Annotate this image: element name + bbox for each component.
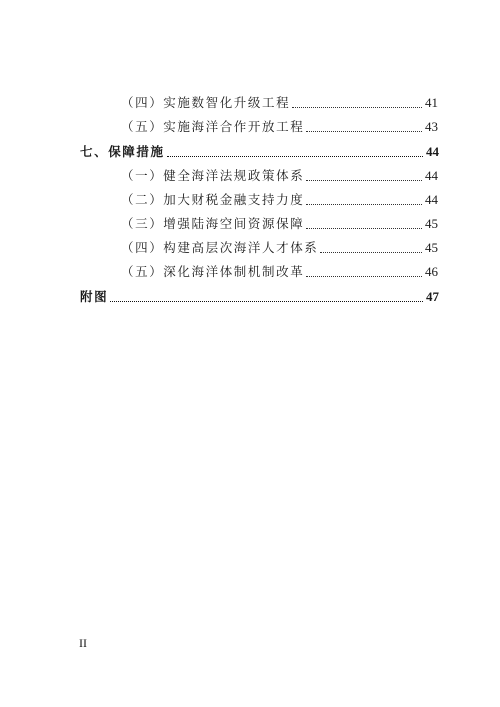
dot-leader [306, 275, 422, 277]
dot-leader [167, 155, 423, 157]
toc-entry-page: 44 [425, 192, 438, 207]
toc-entry-page: 43 [425, 119, 438, 134]
toc-entry-title: 附图 [80, 289, 109, 304]
toc-entry-title: （二）加大财税金融支持力度 [121, 192, 305, 207]
toc-entry-page: 45 [425, 216, 438, 231]
toc-entry[interactable] [121, 118, 438, 136]
toc-entry[interactable] [121, 239, 438, 257]
toc-entry[interactable] [121, 191, 438, 209]
toc-entry-title: 七、保障措施 [80, 144, 165, 159]
dot-leader [110, 300, 423, 302]
toc-entry-title: （一）健全海洋法规政策体系 [121, 168, 305, 183]
toc-entry-page: 44 [426, 144, 439, 159]
dot-leader [292, 106, 422, 108]
toc-entry[interactable] [121, 167, 438, 185]
page-number: II [79, 636, 87, 650]
toc-entry[interactable] [121, 263, 438, 281]
toc-entry-title: （五）实施海洋合作开放工程 [121, 119, 305, 134]
toc-entry-title: （四）实施数智化升级工程 [121, 95, 291, 110]
toc-entry-page: 47 [426, 289, 439, 304]
toc-chapter-entry[interactable] [80, 288, 439, 306]
toc-entry[interactable] [121, 94, 438, 112]
toc-entry-page: 46 [425, 264, 438, 279]
dot-leader [306, 179, 422, 181]
toc-entry-title: （四）构建高层次海洋人才体系 [121, 240, 319, 255]
toc-entry-title: （五）深化海洋体制机制改革 [121, 264, 305, 279]
toc-entry-title: （三）增强陆海空间资源保障 [121, 216, 305, 231]
toc-entry[interactable] [121, 215, 438, 233]
dot-leader [306, 130, 422, 132]
toc-entry-page: 41 [425, 95, 438, 110]
dot-leader [320, 251, 422, 253]
toc-chapter-entry[interactable] [80, 143, 439, 161]
dot-leader [306, 203, 422, 205]
toc-entry-page: 44 [425, 168, 438, 183]
toc-entry-page: 45 [425, 240, 438, 255]
dot-leader [306, 227, 422, 229]
